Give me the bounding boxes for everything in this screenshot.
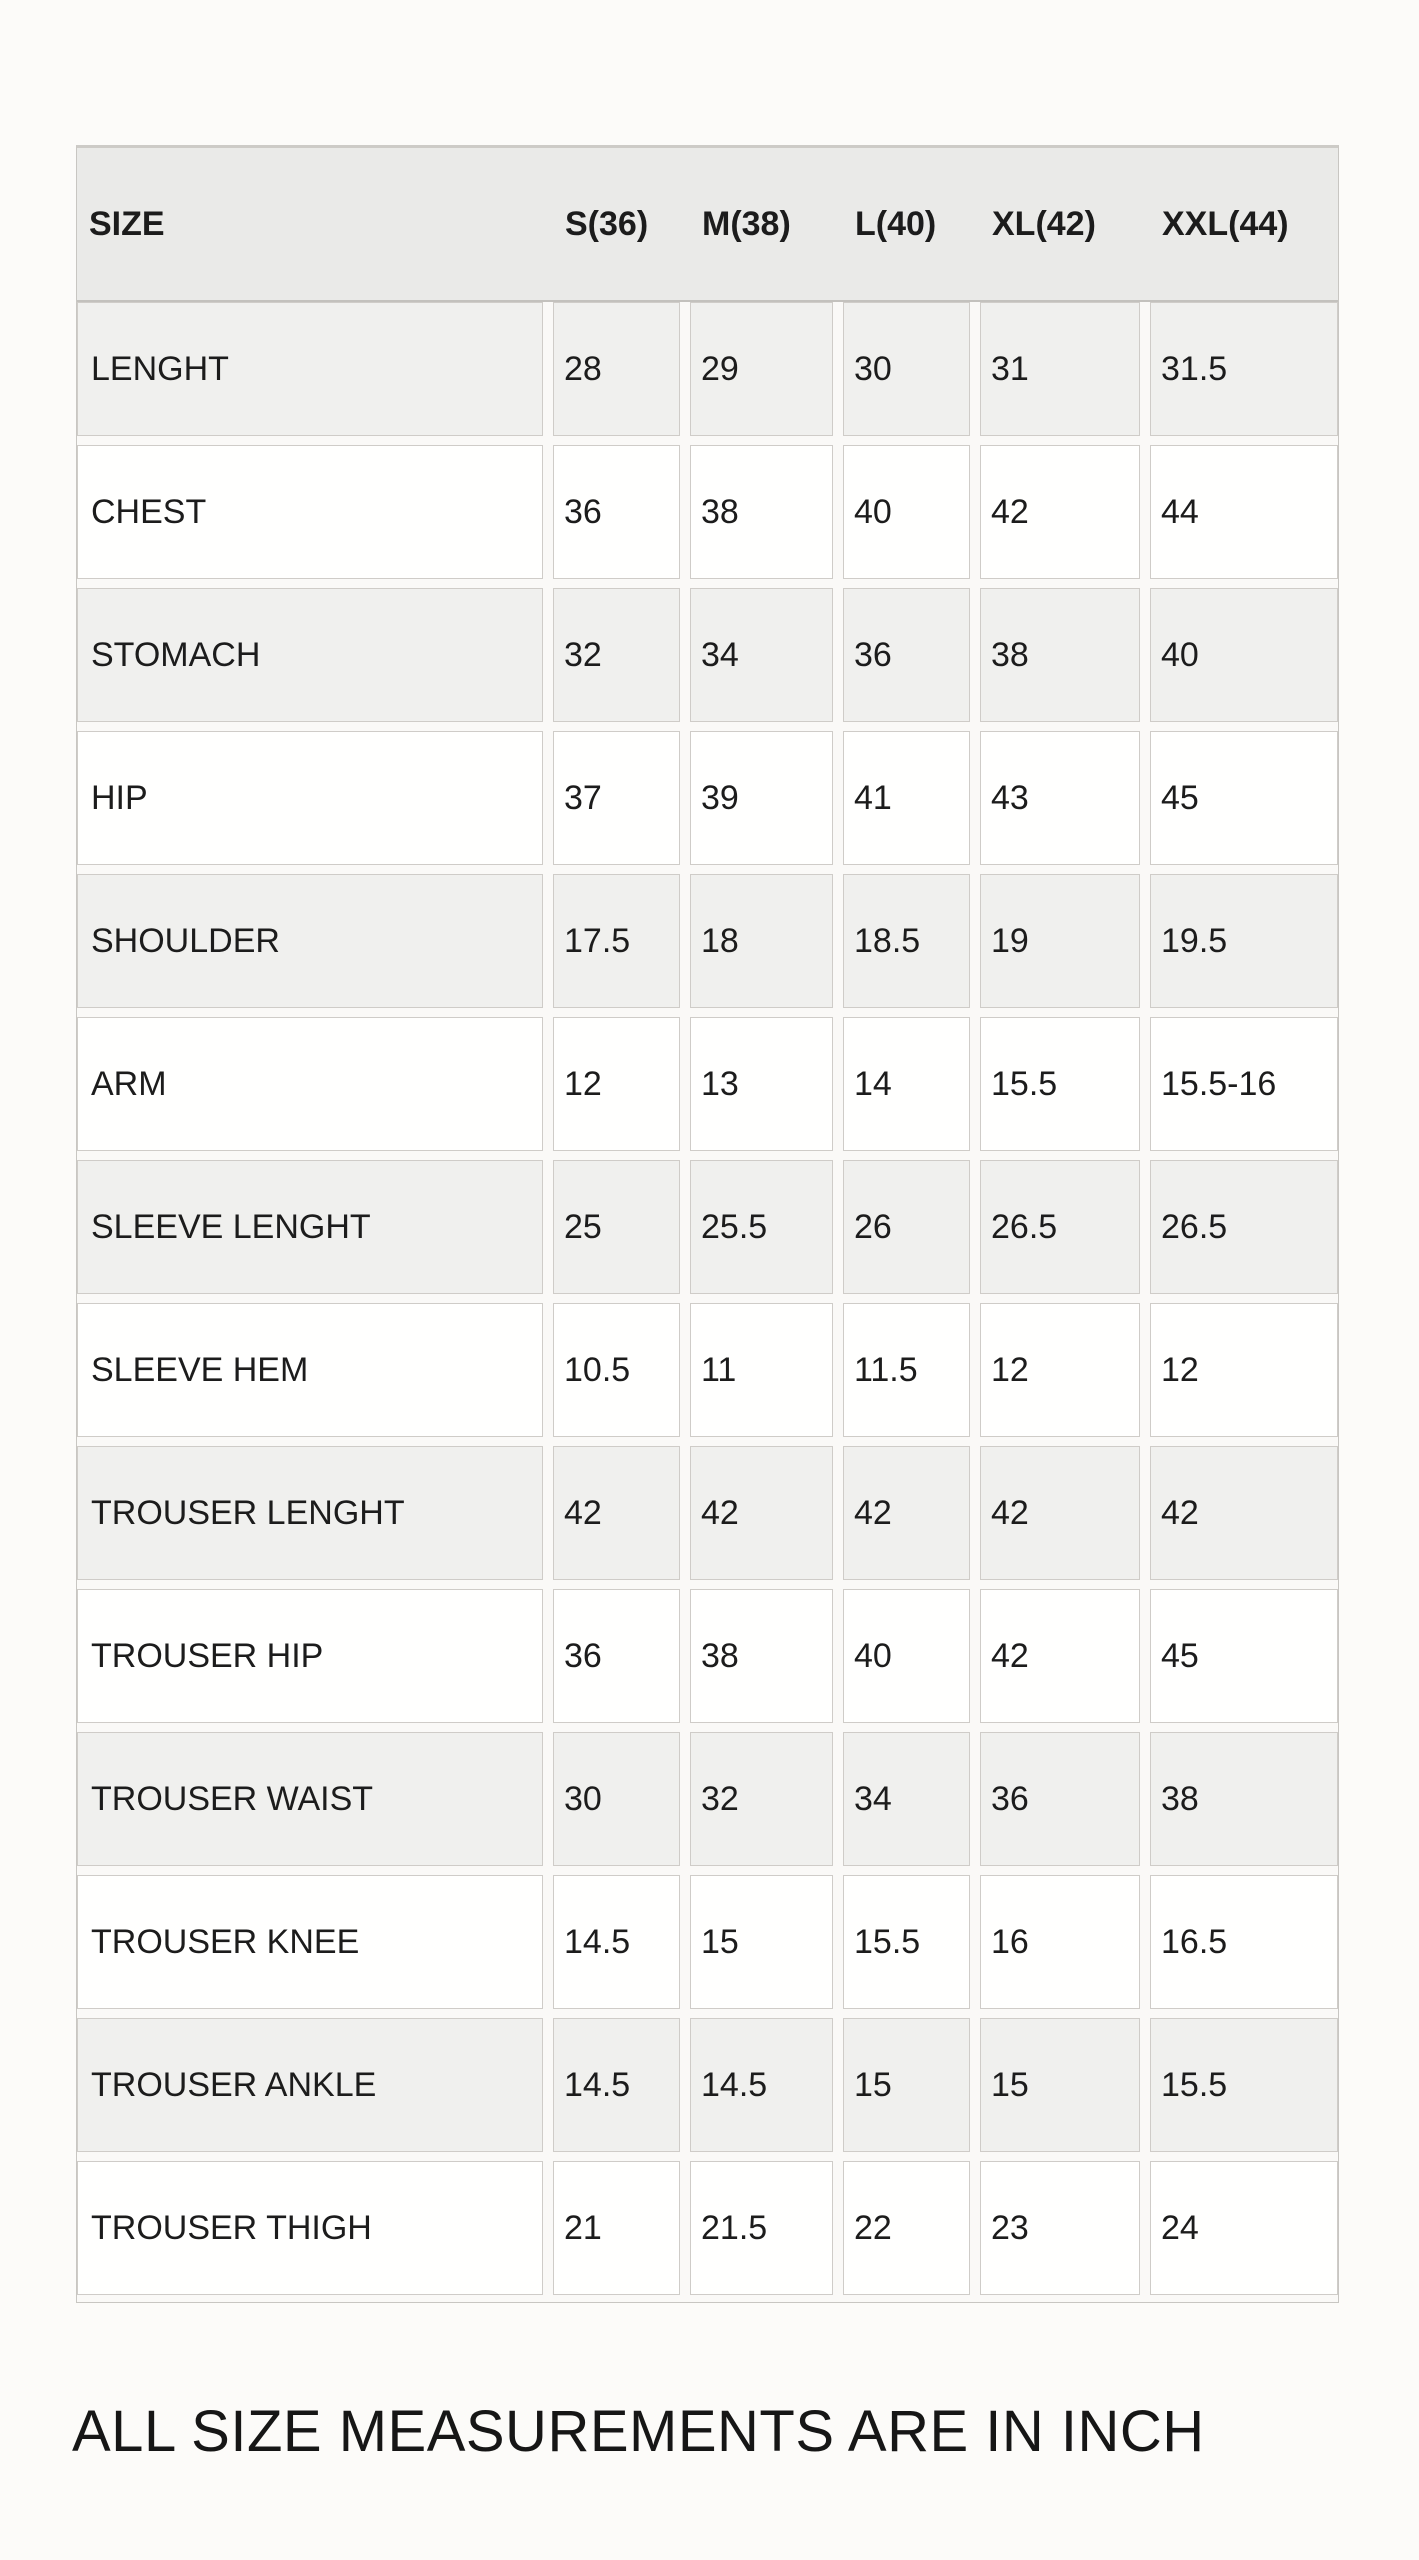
cell-value: 26.5 [1150,1160,1338,1294]
column-header-s: S(36) [565,204,649,243]
row-label: TROUSER HIP [77,1589,543,1723]
footer-note: ALL SIZE MEASUREMENTS ARE IN INCH [72,2399,1205,2464]
cell-value: 32 [690,1732,833,1866]
row-label: CHEST [77,445,543,579]
cell-value: 23 [980,2161,1140,2295]
row-label: TROUSER KNEE [77,1875,543,2009]
cell-value: 18 [690,874,833,1008]
cell-value: 40 [1150,588,1338,722]
cell-value: 42 [980,445,1140,579]
cell-value: 32 [553,588,680,722]
row-label: SLEEVE HEM [77,1303,543,1437]
table-row [77,1017,1338,1151]
cell-value: 45 [1150,1589,1338,1723]
cell-value: 22 [843,2161,970,2295]
cell-value: 39 [690,731,833,865]
size-chart-table [76,145,1339,2303]
cell-value: 42 [1150,1446,1338,1580]
cell-value: 42 [980,1589,1140,1723]
cell-value: 16.5 [1150,1875,1338,2009]
cell-value: 13 [690,1017,833,1151]
row-label: TROUSER ANKLE [77,2018,543,2152]
table-row [77,1446,1338,1580]
cell-value: 25 [553,1160,680,1294]
row-label: LENGHT [77,302,543,436]
cell-value: 19.5 [1150,874,1338,1008]
cell-value: 15.5 [1150,2018,1338,2152]
cell-value: 38 [690,445,833,579]
cell-value: 21.5 [690,2161,833,2295]
cell-value: 28 [553,302,680,436]
row-label: TROUSER THIGH [77,2161,543,2295]
column-header-m: M(38) [702,204,791,243]
cell-value: 17.5 [553,874,680,1008]
column-header-size: SIZE [89,204,165,243]
table-row [77,1303,1338,1437]
table-row [77,588,1338,722]
table-row [77,1160,1338,1294]
table-row [77,874,1338,1008]
cell-value: 12 [1150,1303,1338,1437]
cell-value: 41 [843,731,970,865]
row-label: TROUSER LENGHT [77,1446,543,1580]
cell-value: 11 [690,1303,833,1437]
table-header-row [77,148,1338,302]
cell-value: 42 [980,1446,1140,1580]
cell-value: 18.5 [843,874,970,1008]
cell-value: 25.5 [690,1160,833,1294]
cell-value: 15 [843,2018,970,2152]
column-header-l: L(40) [855,204,937,243]
cell-value: 16 [980,1875,1140,2009]
cell-value: 38 [690,1589,833,1723]
table-row [77,1732,1338,1866]
column-header-xxl: XXL(44) [1162,204,1289,243]
cell-value: 19 [980,874,1140,1008]
table-body [77,302,1338,2302]
cell-value: 26.5 [980,1160,1140,1294]
cell-value: 44 [1150,445,1338,579]
cell-value: 21 [553,2161,680,2295]
cell-value: 34 [690,588,833,722]
cell-value: 36 [980,1732,1140,1866]
row-label: SHOULDER [77,874,543,1008]
cell-value: 36 [843,588,970,722]
cell-value: 31 [980,302,1140,436]
cell-value: 12 [553,1017,680,1151]
cell-value: 36 [553,445,680,579]
table-row [77,1875,1338,2009]
cell-value: 15.5-16 [1150,1017,1338,1151]
cell-value: 12 [980,1303,1140,1437]
table-row [77,731,1338,865]
cell-value: 36 [553,1589,680,1723]
row-label: ARM [77,1017,543,1151]
table-row [77,445,1338,579]
table-row [77,1589,1338,1723]
cell-value: 42 [690,1446,833,1580]
cell-value: 30 [553,1732,680,1866]
cell-value: 15.5 [843,1875,970,2009]
cell-value: 14 [843,1017,970,1151]
cell-value: 34 [843,1732,970,1866]
cell-value: 45 [1150,731,1338,865]
table-row [77,2018,1338,2152]
cell-value: 31.5 [1150,302,1338,436]
cell-value: 10.5 [553,1303,680,1437]
cell-value: 37 [553,731,680,865]
cell-value: 14.5 [553,2018,680,2152]
cell-value: 26 [843,1160,970,1294]
cell-value: 40 [843,1589,970,1723]
table-row [77,2161,1338,2295]
cell-value: 40 [843,445,970,579]
cell-value: 14.5 [553,1875,680,2009]
cell-value: 14.5 [690,2018,833,2152]
cell-value: 15.5 [980,1017,1140,1151]
cell-value: 38 [1150,1732,1338,1866]
cell-value: 38 [980,588,1140,722]
cell-value: 42 [843,1446,970,1580]
cell-value: 43 [980,731,1140,865]
cell-value: 15 [690,1875,833,2009]
cell-value: 30 [843,302,970,436]
row-label: SLEEVE LENGHT [77,1160,543,1294]
row-label: TROUSER WAIST [77,1732,543,1866]
cell-value: 24 [1150,2161,1338,2295]
cell-value: 42 [553,1446,680,1580]
cell-value: 15 [980,2018,1140,2152]
table-row [77,302,1338,436]
row-label: HIP [77,731,543,865]
cell-value: 29 [690,302,833,436]
column-header-xl: XL(42) [992,204,1096,243]
cell-value: 11.5 [843,1303,970,1437]
row-label: STOMACH [77,588,543,722]
